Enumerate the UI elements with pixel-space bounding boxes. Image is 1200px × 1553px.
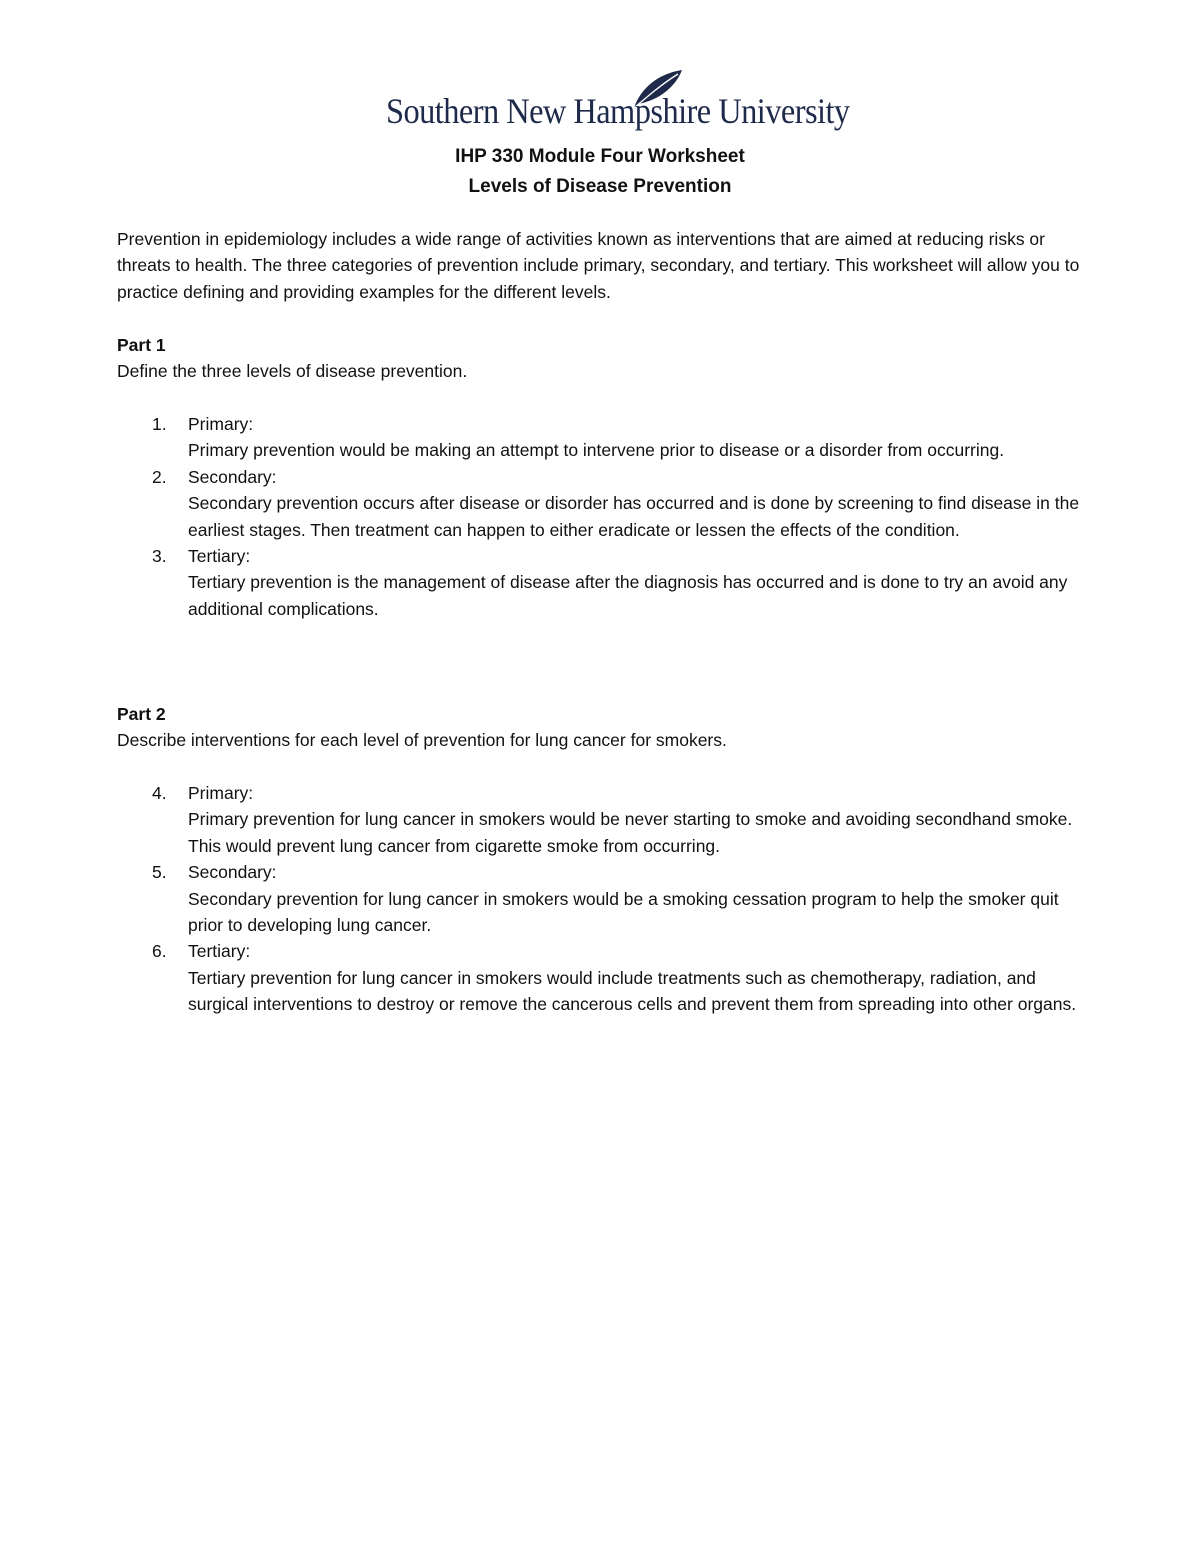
part2-heading: Part 2 <box>117 704 166 724</box>
item-number: 6. <box>152 941 167 962</box>
list-item <box>117 464 1097 543</box>
page-title: IHP 330 Module Four Worksheet <box>455 146 745 167</box>
logo-wordmark: Southern New Hampshire University <box>386 91 850 131</box>
item-label: Secondary: <box>188 862 277 883</box>
item-label: Secondary: <box>188 466 277 487</box>
item-answer: Primary prevention for lung cancer in smokers would be never starting to smoke and avoiding secondhand smoke. This would prevent lung cancer from cigarette smoke from occurring. <box>188 809 1073 856</box>
item-number: 4. <box>152 783 167 803</box>
part1-instruction: Define the three levels of disease prevention. <box>117 361 468 381</box>
list-item <box>117 780 1097 859</box>
item-label: Tertiary: <box>188 941 251 962</box>
item-number: 1. <box>152 414 167 434</box>
item-answer: Tertiary prevention is the management of disease after the diagnosis has occurred and is done to try an avoid any additional complications. <box>188 572 1068 619</box>
item-number: 5. <box>152 862 167 883</box>
item-answer: Primary prevention would be making an attempt to intervene prior to disease or a disorder from occurring. <box>188 440 1005 461</box>
item-label: Primary: <box>188 783 254 803</box>
part2-instruction: Describe interventions for each level of prevention for lung cancer for smokers. <box>117 730 727 750</box>
item-number: 2. <box>152 466 167 487</box>
item-answer: Secondary prevention occurs after disease or disorder has occurred and is done by screening to find disease in the earliest stages. Then treatment can happen to either eradicate or lessen the effects of the condition. <box>188 493 1080 540</box>
page-subtitle: Levels of Disease Prevention <box>468 176 732 197</box>
list-item <box>117 938 1097 1017</box>
part1-heading: Part 1 <box>117 335 166 355</box>
part1-question-list <box>117 411 1097 622</box>
list-item <box>117 543 1097 622</box>
part2-question-list <box>117 780 1097 1018</box>
intro-paragraph: Prevention in epidemiology includes a wide range of activities known as interventions that are aimed at reducing risks or threats to health. The three categories of prevention include primary, secondary, and tertiary. This worksheet will allow you to practice defining and providing examples for the different levels. <box>117 229 1080 302</box>
item-answer: Secondary prevention for lung cancer in smokers would be a smoking cessation program to help the smoker quit prior to developing lung cancer. <box>188 888 1059 936</box>
list-item <box>117 859 1097 938</box>
item-label: Primary: <box>188 414 254 434</box>
item-label: Tertiary: <box>188 546 251 567</box>
item-number: 3. <box>152 546 167 567</box>
item-answer: Tertiary prevention for lung cancer in smokers would include treatments such as chemotherapy, radiation, and surgical interventions to destroy or remove the cancerous cells and prevent them from spreading into other organs. <box>188 967 1077 1015</box>
list-item <box>117 411 1097 464</box>
university-logo <box>386 66 850 138</box>
